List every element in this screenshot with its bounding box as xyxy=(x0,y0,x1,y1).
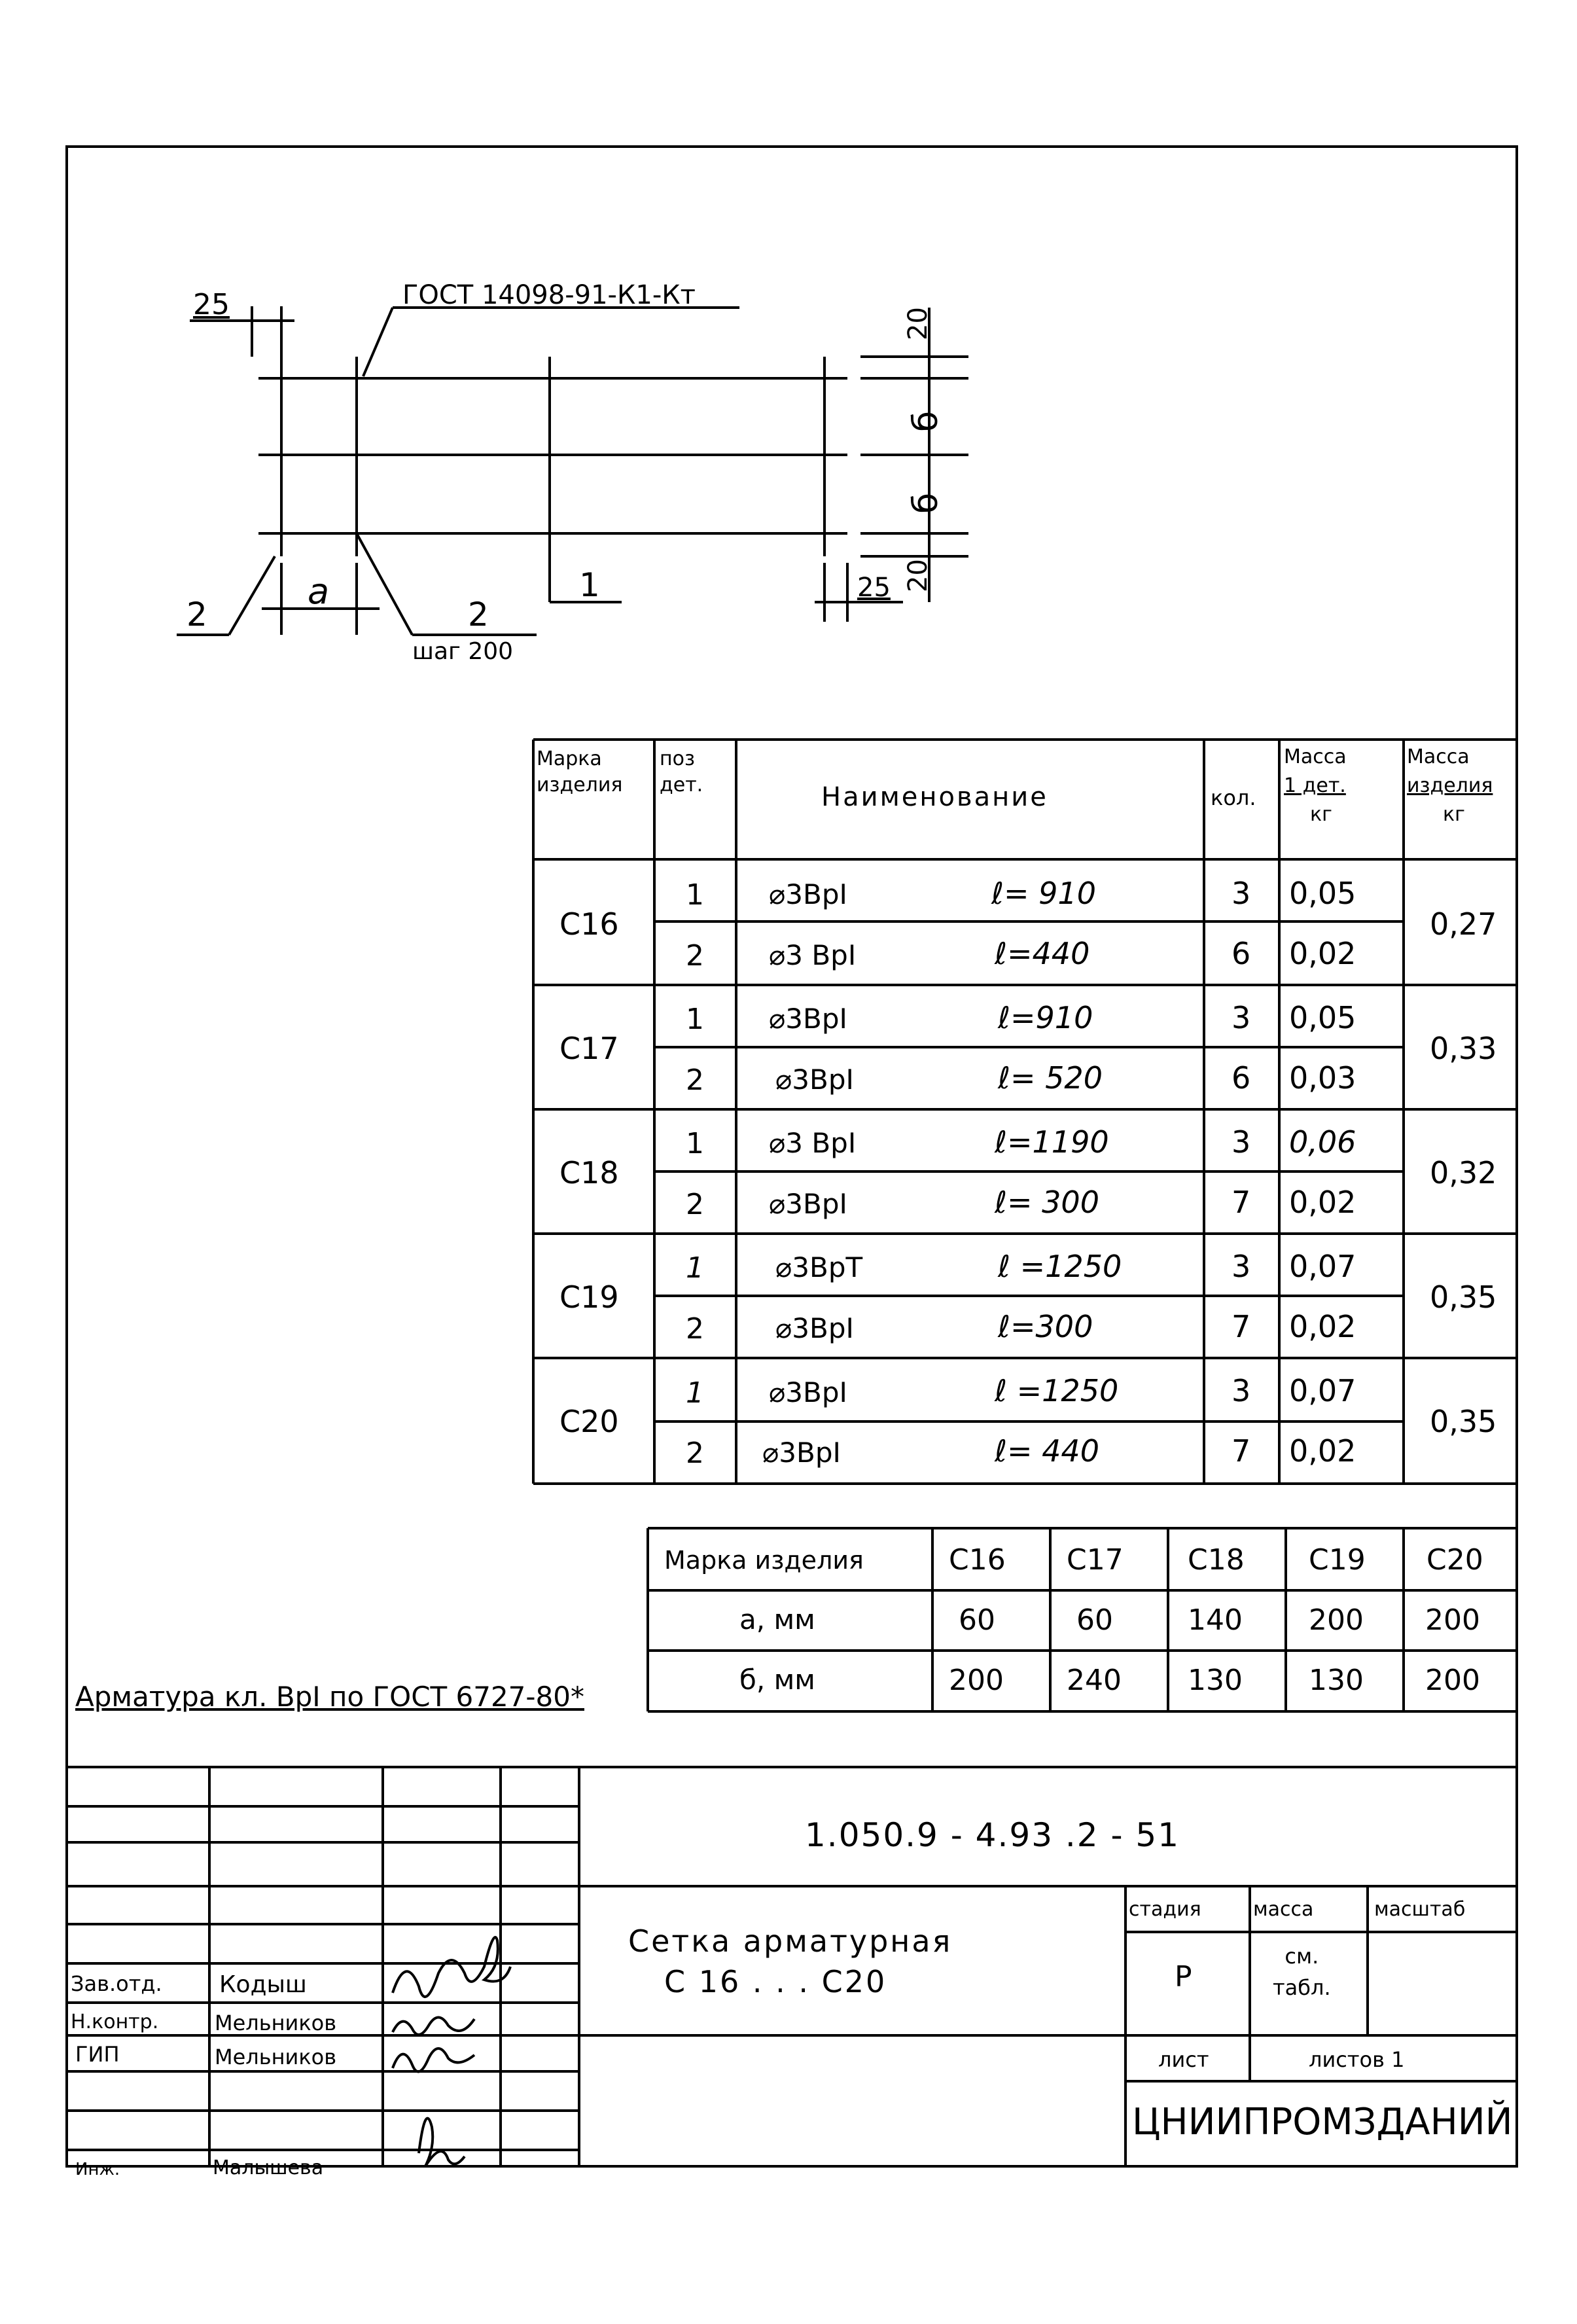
spec-length: ℓ=910 xyxy=(998,1000,1093,1035)
spec-qty: 7 xyxy=(1231,1433,1251,1469)
organization: ЦНИИПРОМЗДАНИЙ xyxy=(1132,2101,1513,2143)
dim-table-value: 200 xyxy=(1425,1664,1480,1697)
spec-qty: 7 xyxy=(1231,1309,1251,1344)
spec-pos: 2 xyxy=(686,939,704,973)
spec-diameter: ⌀3ВрI xyxy=(769,1376,847,1408)
dim-table-value: 60 xyxy=(959,1603,995,1637)
person-name: Мельников xyxy=(215,2011,337,2035)
drawing-title xyxy=(628,1921,952,2002)
spec-qty: 3 xyxy=(1231,1373,1251,1408)
dim-table-mark: С17 xyxy=(1067,1543,1124,1577)
spec-qty: 3 xyxy=(1231,1000,1251,1035)
spec-mark: С19 xyxy=(559,1279,619,1315)
gost-reference: ГОСТ 14098-91-К1-Кт xyxy=(402,280,696,310)
spec-pos: 2 xyxy=(686,1064,704,1097)
spec-diameter: ⌀3ВрI xyxy=(769,1188,847,1220)
spec-mass-part: 0,02 xyxy=(1289,1433,1356,1469)
spec-length: ℓ=300 xyxy=(998,1309,1093,1344)
spec-header-mass-part-l3: кг xyxy=(1310,803,1332,826)
spec-mass-part: 0,02 xyxy=(1289,936,1356,971)
dim-a: а xyxy=(308,571,330,612)
spec-mass-item: 0,35 xyxy=(1430,1279,1497,1315)
dim-table-value: 60 xyxy=(1076,1603,1113,1637)
spec-length: ℓ =1250 xyxy=(995,1373,1119,1408)
spec-qty: 6 xyxy=(1231,1060,1251,1096)
spec-mass-part: 0,06 xyxy=(1289,1124,1356,1160)
person-role: ГИП xyxy=(75,2042,120,2067)
spec-mass-part: 0,02 xyxy=(1289,1185,1356,1220)
stage-label: стадия xyxy=(1129,1898,1201,1921)
spec-diameter: ⌀3ВрI xyxy=(762,1437,841,1469)
spec-pos: 1 xyxy=(686,1127,704,1160)
spec-header-name: Наименование xyxy=(821,782,1048,812)
mass-value xyxy=(1273,1940,1331,2003)
signatures xyxy=(393,1937,510,2166)
signature-zav-otd xyxy=(393,1937,510,1997)
dim-b1: б xyxy=(906,410,946,432)
spec-header-mass-item-l2: изделия xyxy=(1407,774,1493,797)
dim-b2: б xyxy=(906,492,946,514)
dim-table-value: 200 xyxy=(1309,1603,1364,1637)
spec-length: ℓ=440 xyxy=(995,936,1090,971)
sheet-label: лист xyxy=(1158,2047,1209,2072)
spec-mark: С20 xyxy=(559,1404,619,1439)
spec-mass-item: 0,27 xyxy=(1430,906,1497,942)
spec-mass-part: 0,07 xyxy=(1289,1373,1356,1408)
dim-table-mark: С20 xyxy=(1426,1543,1483,1577)
signature-gip xyxy=(393,2048,474,2071)
spec-header-mark-l1: Марка xyxy=(537,747,602,770)
dim-20-bottom: 20 xyxy=(903,559,933,592)
spec-pos: 1 xyxy=(686,1251,704,1285)
person-name: Мельников xyxy=(215,2045,337,2069)
drawing-title-line2: С 16 . . . С20 xyxy=(664,1964,887,1999)
dim-table-value: 200 xyxy=(1425,1603,1480,1637)
spec-mass-part: 0,05 xyxy=(1289,876,1356,911)
stage-value: Р xyxy=(1175,1960,1192,1993)
person-role: Н.контр. xyxy=(71,2011,159,2033)
spec-pos: 2 xyxy=(686,1312,704,1346)
drawing-title-line1: Сетка арматурная xyxy=(628,1923,953,1959)
spec-mark: С16 xyxy=(559,906,619,942)
spec-mass-item: 0,32 xyxy=(1430,1155,1497,1190)
dim-table-value: 240 xyxy=(1067,1664,1122,1697)
spec-length: ℓ=1190 xyxy=(995,1124,1109,1160)
spec-qty: 6 xyxy=(1231,936,1251,971)
spec-mass-item: 0,35 xyxy=(1430,1404,1497,1439)
spec-diameter: ⌀3ВрI xyxy=(769,1003,847,1035)
dim-table-mark: С16 xyxy=(949,1543,1006,1577)
spec-header-mass-part-l2: 1 дет. xyxy=(1284,774,1346,797)
spec-pos: 1 xyxy=(686,1376,704,1410)
spec-header-pos-l1: поз xyxy=(660,747,695,770)
dim-20-top: 20 xyxy=(903,307,933,340)
spec-header-mass-item-l1: Масса xyxy=(1407,745,1470,768)
spec-header-mark-l2: изделия xyxy=(537,774,623,796)
position-2-left: 2 xyxy=(186,596,207,634)
spec-qty: 3 xyxy=(1231,1124,1251,1160)
spec-qty: 7 xyxy=(1231,1185,1251,1220)
spec-length: ℓ= 440 xyxy=(995,1433,1099,1469)
spec-qty: 3 xyxy=(1231,876,1251,911)
spec-pos: 2 xyxy=(686,1437,704,1470)
person-role: Инж. xyxy=(75,2160,120,2179)
reinforcement-note: Арматура кл. ВрI по ГОСТ 6727-80* xyxy=(75,1681,585,1713)
spec-diameter: ⌀3ВрI xyxy=(769,878,847,910)
spec-mass-item: 0,33 xyxy=(1430,1031,1497,1066)
spec-diameter: ⌀3ВрI xyxy=(775,1312,854,1344)
position-2-right: 2 xyxy=(468,596,489,634)
spec-diameter: ⌀3ВрТ xyxy=(775,1251,863,1283)
dim-table-header-label: Марка изделия xyxy=(664,1546,864,1575)
dim-table-value: 130 xyxy=(1309,1664,1364,1697)
spec-header-qty: кол. xyxy=(1211,785,1256,810)
signature-n-kontr xyxy=(393,2018,474,2035)
spec-length: ℓ =1250 xyxy=(998,1249,1122,1284)
spec-mass-part: 0,02 xyxy=(1289,1309,1356,1344)
spec-length: ℓ= 520 xyxy=(998,1060,1103,1096)
scale-label: масштаб xyxy=(1374,1898,1466,1921)
mass-value-l1: см. xyxy=(1285,1944,1319,1969)
spec-pos: 2 xyxy=(686,1188,704,1221)
spec-length: ℓ= 910 xyxy=(991,876,1096,911)
spec-mass-part: 0,03 xyxy=(1289,1060,1356,1096)
mass-value-l2: табл. xyxy=(1273,1975,1331,2000)
spec-length: ℓ= 300 xyxy=(995,1185,1099,1220)
dim-table-row-label-a: а, мм xyxy=(739,1603,815,1636)
spec-diameter: ⌀3 ВрI xyxy=(769,1127,857,1159)
dim-table-mark: С18 xyxy=(1188,1543,1245,1577)
spec-mass-part: 0,05 xyxy=(1289,1000,1356,1035)
dim-table-value: 200 xyxy=(949,1664,1004,1697)
spec-diameter: ⌀3 ВрI xyxy=(769,939,857,971)
person-name: Малышева xyxy=(213,2156,324,2179)
person-name: Кодыш xyxy=(219,1971,307,1998)
dim-25-bottom: 25 xyxy=(857,573,891,603)
dim-table-value: 130 xyxy=(1188,1664,1243,1697)
spec-header-mass-item-l3: кг xyxy=(1443,803,1465,826)
spec-header-mass-part-l1: Масса xyxy=(1284,745,1347,768)
document-code: 1.050.9 - 4.93 .2 - 51 xyxy=(805,1816,1180,1854)
spec-pos: 1 xyxy=(686,1003,704,1036)
sheets-count: листов 1 xyxy=(1309,2047,1405,2072)
person-role: Зав.отд. xyxy=(71,1971,162,1996)
position-1: 1 xyxy=(579,566,600,604)
spec-diameter: ⌀3ВрI xyxy=(775,1064,854,1096)
signature-inzh xyxy=(419,2118,465,2166)
spec-pos: 1 xyxy=(686,878,704,912)
spec-mass-part: 0,07 xyxy=(1289,1249,1356,1284)
dim-table-mark: С19 xyxy=(1309,1543,1366,1577)
dim-25-top: 25 xyxy=(193,288,230,321)
mass-label: масса xyxy=(1253,1898,1314,1921)
spec-mark: С18 xyxy=(559,1155,619,1190)
spec-header-pos-l2: дет. xyxy=(660,774,703,796)
dim-table-row-label-b: б, мм xyxy=(739,1664,815,1696)
spec-mark: С17 xyxy=(559,1031,619,1066)
dim-table-value: 140 xyxy=(1188,1603,1243,1637)
step-label: шаг 200 xyxy=(412,638,514,665)
spec-qty: 3 xyxy=(1231,1249,1251,1284)
